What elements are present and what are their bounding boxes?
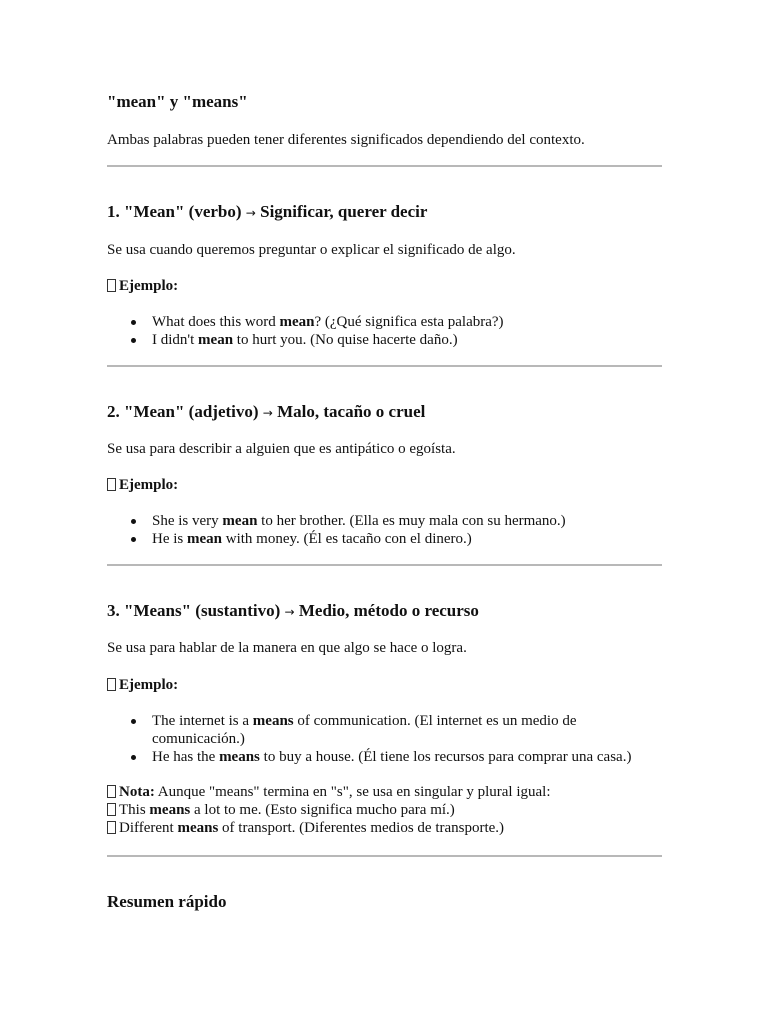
list-item: The internet is a means of communication. (El internet es un medio de comunicación.) <box>152 712 662 748</box>
section-1-example-label: Ejemplo: <box>107 277 662 295</box>
divider <box>107 855 662 857</box>
list-item: He has the means to buy a house. (Él tiene los recursos para comprar una casa.) <box>152 748 662 766</box>
section-3-example-label: Ejemplo: <box>107 676 662 694</box>
list-item: She is very mean to her brother. (Ella es muy mala con su hermano.) <box>152 512 662 530</box>
list-item: He is mean with money. (Él es tacaño con el dinero.) <box>152 530 662 548</box>
list-item: I didn't mean to hurt you. (No quise hacerte daño.) <box>152 331 662 349</box>
summary-heading: Resumen rápido <box>107 892 227 911</box>
section-3-heading: 3. "Means" (sustantivo) → Medio, método o recurso <box>107 601 479 620</box>
intro-text: Ambas palabras pueden tener diferentes significados dependiendo del contexto. <box>107 132 585 148</box>
missing-glyph-icon <box>107 785 116 798</box>
section-2-heading: 2. "Mean" (adjetivo) → Malo, tacaño o cruel <box>107 402 426 421</box>
page-title: "mean" y "means" <box>107 92 248 111</box>
section-3-term: "Means" (sustantivo) <box>124 601 281 620</box>
section-3-meaning: Medio, método o recurso <box>298 601 479 620</box>
missing-glyph-icon <box>107 478 116 491</box>
note-line: This means a lot to me. (Esto significa mucho para mí.) <box>107 801 662 819</box>
note-line: Different means of transport. (Diferentes medios de transporte.) <box>107 819 662 837</box>
missing-glyph-icon <box>107 803 116 816</box>
divider <box>107 365 662 367</box>
missing-glyph-icon <box>107 678 116 691</box>
divider <box>107 165 662 167</box>
section-1-meaning: Significar, querer decir <box>260 202 428 221</box>
section-2-term: "Mean" (adjetivo) <box>124 402 259 421</box>
section-3-description: Se usa para hablar de la manera en que algo se hace o logra. <box>107 640 467 656</box>
section-2-examples <box>107 512 662 548</box>
section-3-examples <box>107 712 662 766</box>
section-1-description: Se usa cuando queremos preguntar o explicar el significado de algo. <box>107 242 516 258</box>
missing-glyph-icon <box>107 821 116 834</box>
section-2-example-label: Ejemplo: <box>107 476 662 494</box>
arrow-icon: → <box>262 406 273 420</box>
section-2-description: Se usa para describir a alguien que es antipático o egoísta. <box>107 441 456 457</box>
note-block <box>107 783 662 837</box>
section-1-term: "Mean" (verbo) <box>124 202 242 221</box>
list-item: What does this word mean? (¿Qué significa esta palabra?) <box>152 313 662 331</box>
missing-glyph-icon <box>107 279 116 292</box>
section-1-examples <box>107 313 662 349</box>
arrow-icon: → <box>284 605 295 619</box>
divider <box>107 564 662 566</box>
section-2-meaning: Malo, tacaño o cruel <box>277 402 426 421</box>
arrow-icon: → <box>245 206 256 220</box>
section-1-heading: 1. "Mean" (verbo) → Significar, querer decir <box>107 202 428 221</box>
note-heading: Nota: Aunque "means" termina en "s", se usa en singular y plural igual: <box>107 783 662 801</box>
